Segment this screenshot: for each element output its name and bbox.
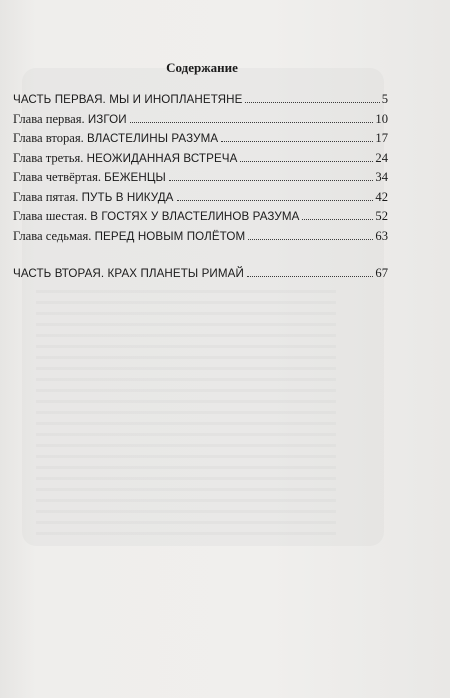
toc-entry-page: 67 xyxy=(375,266,388,280)
toc-entry-label xyxy=(13,229,245,244)
toc-entry-chapter-2 xyxy=(13,131,388,151)
toc-entry-chapter-6 xyxy=(13,209,388,229)
toc-leader-dots xyxy=(240,161,373,162)
table-of-contents xyxy=(13,92,388,286)
toc-entry-title: ЧАСТЬ ВТОРАЯ. КРАХ ПЛАНЕТЫ РИМАЙ xyxy=(13,267,244,280)
toc-heading: Содержание xyxy=(166,60,238,75)
toc-entry-part-2 xyxy=(13,266,388,286)
toc-leader-dots xyxy=(130,122,374,123)
toc-entry-prefix: Глава третья. xyxy=(13,150,84,165)
toc-entry-page: 10 xyxy=(375,111,388,126)
toc-entry-title: В ГОСТЯХ У ВЛАСТЕЛИНОВ РАЗУМА xyxy=(90,210,300,223)
toc-entry-page: 63 xyxy=(375,228,388,243)
toc-entry-title: ВЛАСТЕЛИНЫ РАЗУМА xyxy=(86,132,219,145)
toc-entry-chapter-7 xyxy=(13,229,388,249)
toc-leader-dots xyxy=(245,102,379,103)
toc-entry-part-1 xyxy=(13,92,388,112)
toc-entry-label xyxy=(13,151,237,166)
toc-leader-dots xyxy=(302,219,373,220)
toc-entry-page: 34 xyxy=(375,170,388,184)
toc-entry-label xyxy=(13,131,218,146)
toc-entry-chapter-5 xyxy=(13,190,388,210)
toc-entry-title: ПУТЬ В НИКУДА xyxy=(81,190,174,204)
toc-entry-prefix: Глава шестая. xyxy=(13,209,88,223)
reverse-text-show-through xyxy=(36,290,336,540)
toc-entry-prefix: Глава первая. xyxy=(13,111,85,126)
toc-entry-page: 5 xyxy=(381,92,388,106)
toc-leader-dots xyxy=(177,200,374,201)
toc-entry-prefix: Глава пятая. xyxy=(13,189,79,204)
toc-entry-page: 52 xyxy=(375,209,388,223)
toc-entry-chapter-4 xyxy=(13,170,388,190)
toc-entry-page: 24 xyxy=(375,150,388,165)
toc-entry-prefix: Глава вторая. xyxy=(13,131,84,145)
toc-entry-chapter-3 xyxy=(13,151,388,171)
toc-leader-dots xyxy=(248,239,373,240)
toc-entry-label xyxy=(13,170,166,185)
toc-entry-label xyxy=(13,190,174,205)
toc-entry-title: ИЗГОИ xyxy=(87,112,127,126)
toc-entry-label xyxy=(13,112,127,127)
toc-entry-title: ЧАСТЬ ПЕРВАЯ. МЫ И ИНОПЛАНЕТЯНЕ xyxy=(13,93,243,106)
toc-entry-title: ПЕРЕД НОВЫМ ПОЛЁТОМ xyxy=(94,229,246,243)
toc-entry-page: 42 xyxy=(375,189,388,204)
toc-leader-dots xyxy=(247,276,374,277)
toc-leader-dots xyxy=(169,180,374,181)
toc-entry-title: БЕЖЕНЦЫ xyxy=(104,171,166,184)
toc-entry-title: НЕОЖИДАННАЯ ВСТРЕЧА xyxy=(86,151,238,165)
toc-entry-prefix: Глава четвёртая. xyxy=(13,170,102,184)
toc-entry-label xyxy=(13,209,299,224)
toc-entry-prefix: Глава седьмая. xyxy=(13,228,92,243)
toc-leader-dots xyxy=(221,141,373,142)
toc-entry-chapter-1 xyxy=(13,112,388,132)
toc-entry-page: 17 xyxy=(375,131,388,145)
